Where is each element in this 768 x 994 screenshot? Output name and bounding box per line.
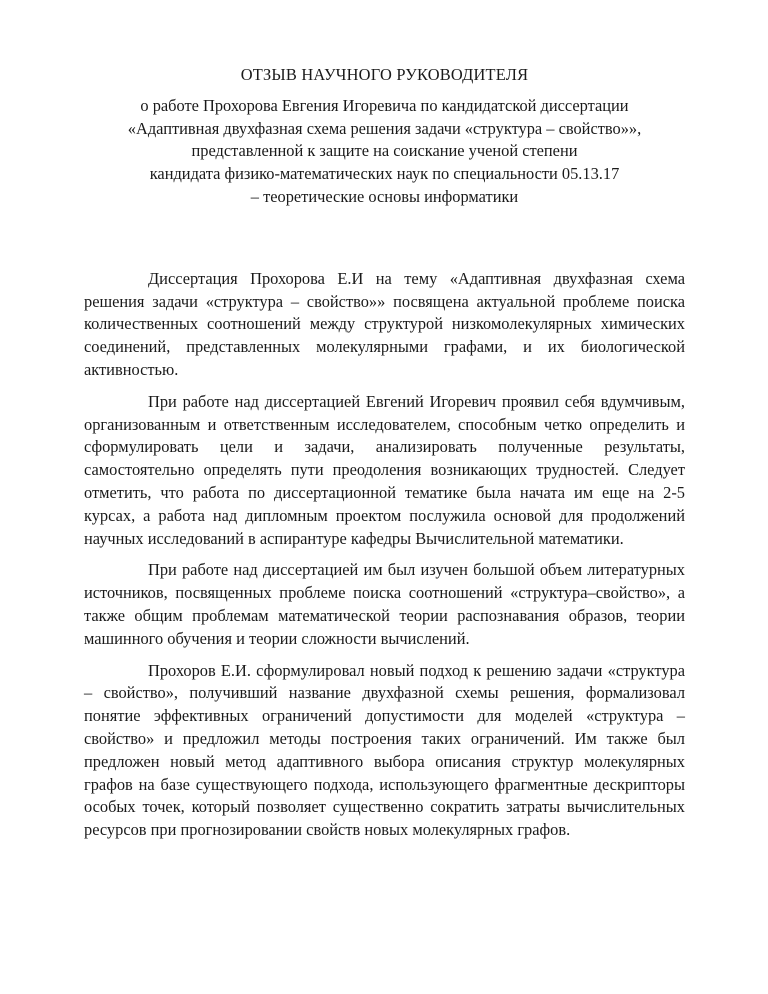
subtitle-line: – теоретические основы информатики — [250, 186, 519, 206]
paragraph-literature: При работе над диссертацией им был изучен большой объем литературных источников, посвященных проблеме поиска соотношений «структура–свойство», а также общим проблемам математической теории распознавания образов, теории машинного обучения и теории сложности вычислений. — [84, 560, 685, 648]
paragraph-contributions: Прохоров Е.И. сформулировал новый подход к решению задачи «структура – свойство», получивший название двухфазной схемы решения, формализовал понятие эффективных ограничений допустимости для моделей «структура – свойство» и предложил методы построения таких ограничений. Им также был предложен новый метод адаптивного выбора описания структур молекулярных графов на базе существующего подхода, использующего фрагментные дескрипторы особых точек, который позволяет существенно сократить затраты вычислительных ресурсов при прогнозировании свойств новых молекулярных графов. — [84, 660, 685, 840]
document-body — [84, 64, 685, 842]
document-title: ОТЗЫВ НАУЧНОГО РУКОВОДИТЕЛЯ — [240, 65, 529, 84]
review-text — [84, 268, 685, 842]
subtitle-line: кандидата физико-математических наук по специальности 05.13.17 — [149, 164, 620, 184]
subtitle-line: представленной к защите на соискание ученой степени — [191, 141, 578, 161]
paragraph-topic: Диссертация Прохорова Е.И на тему «Адаптивная двухфазная схема решения задачи «структура – свойство»» посвящена актуальной проблеме поиска количественных соотношений между структурой низкомолекулярных химических соединений, представленных молекулярными графами, и их биологической активностью. — [84, 268, 685, 379]
subtitle-line: о работе Прохорова Евгения Игоревича по кандидатской диссертации — [140, 95, 629, 115]
paragraph-qualities: При работе над диссертацией Евгений Игоревич проявил себя вдумчивым, организованным и ответственным исследователем, способным четко определить и сформулировать цели и задачи, анализировать полученные результаты, самостоятельно определять пути преодоления возникающих трудностей. Следует отметить, что работа по диссертационной тематике была начата им еще на 2-5 курсах, а работа над дипломным проектом послужила основой для продолжений научных исследований в аспирантуре кафедры Вычислительной математики. — [84, 391, 685, 548]
document-subtitle — [84, 95, 685, 209]
subtitle-line: «Адаптивная двухфазная схема решения задачи «структура – свойство»», — [127, 118, 642, 138]
